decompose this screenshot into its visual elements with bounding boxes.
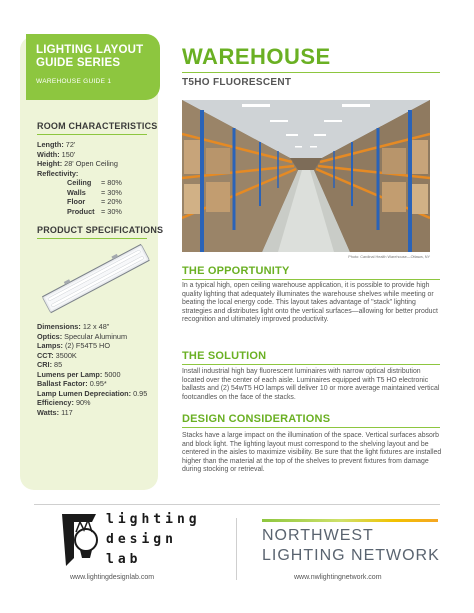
reflectivity-surface: Floor [67, 197, 86, 206]
room-heading: ROOM CHARACTERISTICS [37, 121, 158, 131]
series-subtitle: WAREHOUSE GUIDE 1 [36, 78, 112, 85]
section-heading-design: DESIGN CONSIDERATIONS [182, 413, 331, 425]
reflectivity-row [37, 207, 155, 217]
nwln-color-bar [262, 519, 438, 522]
spec-row [37, 332, 155, 342]
spec-row [37, 379, 155, 389]
reflectivity-value: = 20% [101, 197, 122, 206]
spec-value: 5000 [104, 369, 121, 379]
spec-row [37, 341, 155, 351]
section-text-design: Stacks have a large impact on the illumination of the space. Vertical surfaces absorb and block light. The lighting layout must correspond to the shelving layout and be centered in the aisles to maximize visibility. Be sure that the light fixtures are installed higher than the material at the top of the shelves to prevent fixtures from damage during stocking or retrieval. [182, 432, 442, 474]
room-height [37, 159, 155, 169]
spec-label: Dimensions: [37, 322, 81, 331]
spec-value: (2) F54T5 HO [64, 341, 110, 350]
series-title-line2: GUIDE SERIES [36, 57, 121, 69]
nwln-logo-line2: LIGHTING NETWORK [262, 547, 440, 564]
section-heading-solution: THE SOLUTION [182, 350, 267, 362]
ldl-word-lab: lab [106, 552, 142, 567]
spec-row [37, 322, 155, 332]
spec-label: Lamps: [37, 341, 63, 350]
series-title [36, 44, 152, 70]
spec-value: 3500K [55, 350, 77, 360]
reflectivity-value: = 30% [101, 187, 122, 197]
section-rule [182, 364, 440, 365]
spec-row [37, 398, 155, 408]
room-characteristics [37, 140, 155, 216]
ldl-word-design: design [106, 532, 177, 547]
room-width-label: Width: [37, 149, 60, 159]
footer-divider [236, 518, 237, 580]
room-height-label: Height: [37, 159, 63, 168]
room-length [37, 140, 155, 150]
reflectivity-row [37, 197, 155, 207]
room-width [37, 150, 155, 160]
warehouse-photo [182, 100, 430, 252]
ldl-word-lighting: lighting [106, 512, 201, 527]
section-text-solution: Install industrial high bay fluorescent luminaires with narrow optical distribution located over the center of each aisle. Luminaires equipped with T5 HO electronic ballasts and (2) 54wT5 HO lamps will deliver 10 or more average maintained vertical footcandles on the face of the stacks. [182, 368, 440, 401]
section-rule [182, 279, 440, 280]
spec-label: Watts: [37, 407, 60, 417]
spec-label: Lamp Lumen Depreciation: [37, 388, 132, 398]
reflectivity-row [37, 178, 155, 188]
room-heading-rule [37, 134, 147, 135]
reflectivity-label [37, 169, 155, 179]
spec-value: 12 x 48" [82, 322, 110, 331]
section-heading-opportunity: THE OPPORTUNITY [182, 265, 290, 277]
reflectivity-surface: Walls [67, 187, 86, 197]
footer-rule [34, 504, 440, 505]
spec-value: 90% [75, 398, 91, 407]
spec-value: 85 [54, 360, 63, 369]
spec-value: Specular Aluminum [64, 331, 128, 341]
spec-value: 0.95* [89, 379, 107, 388]
room-height-value: 28' Open Ceiling [64, 159, 118, 168]
spec-label: Ballast Factor: [37, 379, 88, 388]
page-title: WAREHOUSE [182, 44, 331, 69]
ldl-url-link[interactable]: www.lightingdesignlab.com [70, 574, 155, 581]
spec-row [37, 360, 155, 370]
nwln-url-link[interactable]: www.nwlightingnetwork.com [294, 574, 382, 581]
room-length-label: Length: [37, 140, 64, 149]
spec-value: 117 [61, 407, 73, 417]
spec-value: 0.95 [133, 388, 148, 398]
spec-row [37, 389, 155, 399]
reflectivity-row [37, 188, 155, 198]
reflectivity-surface: Ceiling [67, 178, 92, 187]
series-banner [26, 34, 160, 100]
reflectivity-surface: Product [67, 206, 95, 216]
section-rule [182, 427, 440, 428]
product-heading: PRODUCT SPECIFICATIONS [37, 225, 164, 235]
product-heading-rule [37, 238, 147, 239]
fixture-image [36, 244, 154, 314]
spec-row [37, 370, 155, 380]
reflectivity-label-text: Reflectivity: [37, 168, 79, 178]
spec-label: Optics: [37, 331, 63, 341]
room-width-value: 150' [61, 149, 76, 159]
spec-label: CRI: [37, 360, 52, 369]
series-title-line1: LIGHTING LAYOUT [36, 44, 144, 56]
section-text-opportunity: In a typical high, open ceiling warehouse application, it is possible to provide high quality lighting that adequately illuminates the warehouse shelves while meeting or beating the local energy code. This layout takes advantage of "stack" lighting strategies and distributes light onto the vertical surfaces—allowing for better product recognition and ultimately improved productivity. [182, 282, 438, 324]
spec-row [37, 408, 155, 418]
spec-label: Efficiency: [37, 398, 74, 407]
page-subtitle: T5HO FLUORESCENT [182, 77, 292, 88]
room-length-value: 72' [65, 140, 76, 149]
reflectivity-value: = 30% [101, 206, 122, 216]
reflectivity-value: = 80% [101, 178, 122, 187]
spec-label: CCT: [37, 350, 54, 360]
spec-row [37, 351, 155, 361]
product-specs [37, 322, 155, 417]
nwln-logo-line1: NORTHWEST [262, 527, 374, 544]
spec-label: Lumens per Lamp: [37, 369, 103, 379]
title-rule [182, 72, 440, 73]
photo-credit: Photo: Cardinal Health Warehouse—Ottawa, NY [348, 255, 430, 259]
